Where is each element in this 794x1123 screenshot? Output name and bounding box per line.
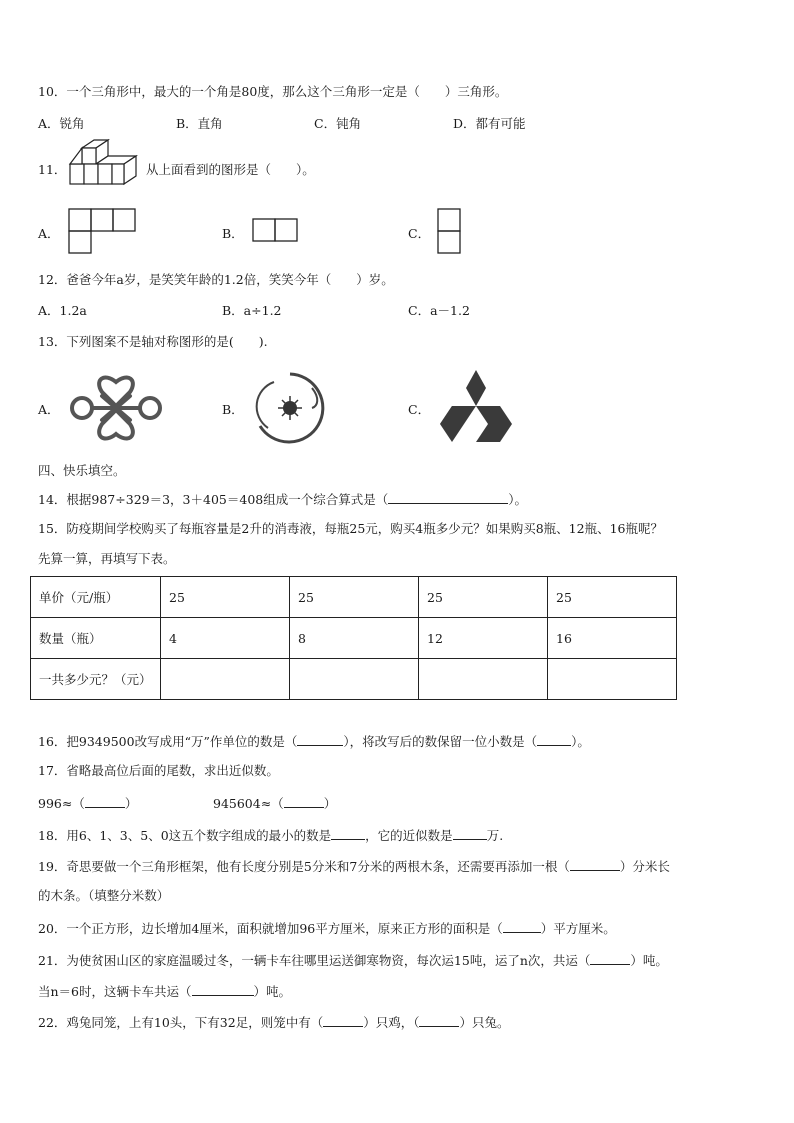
table-row: [31, 659, 677, 700]
q16-part1: 16．把9349500改写成用“万”作单位的数是（: [38, 734, 298, 749]
q17-item-b: [213, 794, 336, 812]
q11-option-a: A．: [38, 226, 60, 241]
q11-number: 11．: [38, 162, 67, 177]
q18-part2: ，它的近似数是: [365, 828, 453, 843]
q19-part2: ）分米长: [619, 859, 670, 874]
q16-part3: ）。: [571, 734, 590, 749]
table-cell: 25: [290, 577, 419, 618]
chinese-knot-pattern: [66, 372, 166, 444]
q22-blank-1[interactable]: [323, 1013, 363, 1027]
q12-text: 12．爸爸今年a岁，是笑笑年龄的1.2倍，笑笑今年（ ）岁。: [38, 272, 394, 287]
table-cell: 16: [548, 618, 677, 659]
q11-option-c: C．: [408, 226, 431, 241]
q11-text: 从上面看到的图形是（ ）。: [146, 162, 315, 177]
q22-part3: ）只兔。: [459, 1015, 510, 1030]
q17-item-a: [38, 794, 137, 812]
q18-blank-1[interactable]: [331, 826, 365, 840]
q14-answer-blank[interactable]: [388, 490, 508, 504]
option-c-shape: [437, 208, 463, 256]
q12-option-c: C．a－1.2: [408, 303, 470, 318]
table-row: [31, 618, 677, 659]
option-a-shape: [68, 208, 140, 256]
option-b-shape: [252, 218, 300, 244]
q20-part2: ）平方厘米。: [540, 921, 616, 936]
table-cell: 8: [290, 618, 419, 659]
q11-option-b: B．: [222, 226, 244, 241]
q20-blank[interactable]: [503, 919, 541, 933]
table-answer-cell[interactable]: [419, 659, 548, 700]
q18-line: [38, 826, 503, 844]
table-cell: 25: [419, 577, 548, 618]
table-answer-cell[interactable]: [290, 659, 419, 700]
q19-line2: 的木条。（填整分米数）: [38, 888, 170, 903]
q19-part1: 19．奇思要做一个三角形框架，他有长度分别是5分米和7分米的两根木条，还需要再添加一根（: [38, 859, 570, 874]
cube-stack-figure: [68, 138, 144, 194]
q21-line2: [38, 982, 291, 1000]
q13-option-a: A．: [38, 402, 60, 417]
q16-line: [38, 732, 590, 750]
q21-part4: ）吨。: [253, 984, 292, 999]
q21-part2: ）吨。: [630, 953, 668, 968]
table-cell: 4: [161, 618, 290, 659]
q18-blank-2[interactable]: [453, 826, 487, 840]
table-answer-cell[interactable]: [161, 659, 290, 700]
q17-b-close: ）: [323, 796, 337, 811]
three-diamonds-pattern: [436, 368, 516, 448]
q10-text: 10．一个三角形中，最大的一个角是80度，那么这个三角形一定是（ ）三角形。: [38, 84, 508, 99]
q10-option-a: A．锐角: [38, 116, 85, 131]
q15-line2: 先算一算，再填写下表。: [38, 551, 176, 566]
q21-part1: 21．为使贫困山区的家庭温暖过冬，一辆卡车往哪里运送御寒物资，每次运15吨，运了n次，共运（: [38, 953, 591, 968]
table-cell: 25: [161, 577, 290, 618]
q20-part1: 20．一个正方形，边长增加4厘米，面积就增加96平方厘米，原来正方形的面积是（: [38, 921, 503, 936]
table-cell: 25: [548, 577, 677, 618]
q16-blank-2[interactable]: [537, 732, 571, 746]
q17-a-close: ）: [124, 796, 138, 811]
q17-b-label: 945604≈（: [213, 796, 284, 811]
q14-line: [38, 490, 527, 508]
q19-line1: [38, 857, 670, 875]
q12-option-b: B．a÷1.2: [222, 303, 282, 318]
q17-a-label: 996≈（: [38, 796, 85, 811]
q22-blank-2[interactable]: [419, 1013, 459, 1027]
q21-blank-2[interactable]: [192, 982, 254, 996]
q13-option-b: B．: [222, 402, 244, 417]
q17-blank-a[interactable]: [85, 794, 125, 808]
q21-part3: 当n＝6时，这辆卡车共运（: [38, 984, 192, 999]
q21-line1: [38, 951, 668, 969]
q14-close: ）。: [508, 492, 527, 507]
q18-part1: 18．用6、1、3、5、0这五个数字组成的最小的数是: [38, 828, 332, 843]
q21-blank-1[interactable]: [590, 951, 630, 965]
q13-option-c: C．: [408, 402, 431, 417]
q13-text: 13．下列图案不是轴对称图形的是( ).: [38, 334, 268, 349]
q19-blank[interactable]: [570, 857, 620, 871]
q10-option-b: B．直角: [176, 116, 223, 131]
table-cell: 12: [419, 618, 548, 659]
q22-part1: 22．鸡兔同笼，上有10头，下有32足，则笼中有（: [38, 1015, 324, 1030]
table-answer-cell[interactable]: [548, 659, 677, 700]
table-cell: 数量（瓶）: [31, 618, 161, 659]
table-row: [31, 577, 677, 618]
q22-part2: ）只鸡，（: [363, 1015, 420, 1030]
q10-option-d: D．都有可能: [453, 116, 526, 131]
price-table: [30, 576, 677, 700]
table-cell: 单价（元/瓶）: [31, 577, 161, 618]
circular-emblem-pattern: [250, 368, 330, 448]
q20-line: [38, 919, 616, 937]
q14-text: 14．根据987÷329＝3，3＋405＝408组成一个综合算式是（: [38, 492, 389, 507]
q17-blank-b[interactable]: [284, 794, 324, 808]
q18-part3: 万.: [486, 828, 504, 843]
q12-option-a: A．1.2a: [38, 303, 87, 318]
section-4-heading: 四、快乐填空。: [38, 463, 126, 478]
q10-option-c: C．钝角: [314, 116, 362, 131]
q22-line: [38, 1013, 510, 1031]
q17-text: 17．省略最高位后面的尾数，求出近似数。: [38, 763, 279, 778]
q16-part2: ），将改写后的数保留一位小数是（: [343, 734, 538, 749]
table-cell: 一共多少元？（元）: [31, 659, 161, 700]
q15-line1: 15．防疫期间学校购买了每瓶容量是2升的消毒液，每瓶25元，购买4瓶多少元？如果购买8瓶、12瓶、16瓶呢？: [38, 521, 663, 536]
q16-blank-1[interactable]: [297, 732, 343, 746]
